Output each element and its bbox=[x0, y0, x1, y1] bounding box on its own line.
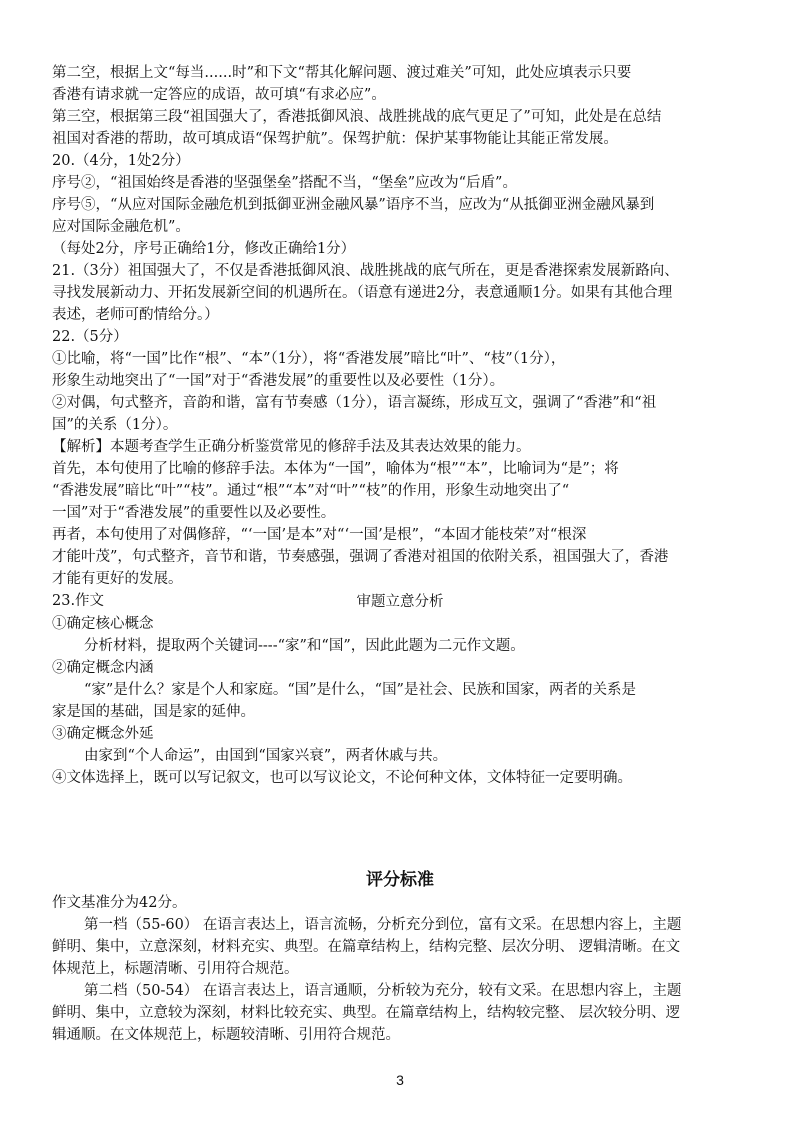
text-line: ③确定概念外延 bbox=[52, 726, 154, 742]
text-line: 第一档（55-60） 在语言表达上，语言流畅，分析充分到位，富有文采。在思想内容上，主题 bbox=[84, 917, 682, 933]
question-number: 20.（4分，1处2分） bbox=[52, 153, 190, 169]
text-line: “家”是什么？家是个人和家庭。“国”是什么，“国”是社会、民族和国家，两者的关系是 bbox=[84, 682, 636, 698]
question-number: 23.作文 bbox=[52, 593, 105, 609]
page-number: 3 bbox=[396, 1072, 404, 1088]
text-line: 应对国际金融危机”。 bbox=[52, 219, 190, 235]
text-line: 第二空，根据上文“每当......时”和下文“帮其化解问题、渡过难关”可知，此处应填表示只要 bbox=[52, 65, 632, 81]
text-line: （每处2分，序号正确给1分，修改正确给1分） bbox=[52, 241, 356, 257]
text-line: “香港发展”暗比“叶”“枝”。通过“根”“本”对“叶”“枝”的作用，形象生动地突出了“ bbox=[52, 483, 570, 499]
text-line: 辑通顺。在文体规范上，标题较清晰、引用符合规范。 bbox=[52, 1027, 400, 1043]
text-line: 序号②，“祖国始终是香港的坚强堡垒”搭配不当，“堡垒”应改为“后盾”。 bbox=[52, 175, 517, 191]
text-line: 才能叶茂”，句式整齐，音节和谐，节奏感强，强调了香港对祖国的依附关系，祖国强大了，香港 bbox=[52, 549, 669, 565]
text-line: ②对偶，句式整齐，音韵和谐，富有节奏感（1分），语言凝练，形成互文，强调了“香港”和“祖 bbox=[52, 395, 657, 411]
text-line: 家是国的基础，国是家的延伸。 bbox=[52, 704, 255, 720]
text-line: 香港有请求就一定答应的成语，故可填“有求必应”。 bbox=[52, 87, 386, 103]
text-line: ④文体选择上，既可以写记叙文，也可以写议论文，不论何种文体，文体特征一定要明确。 bbox=[52, 770, 632, 786]
question-number: 22.（5分） bbox=[52, 329, 128, 345]
text-line: 祖国对香港的帮助，故可填成语“保驾护航”。保驾护航：保护某事物能让其能正常发展。 bbox=[52, 131, 618, 147]
text-line: ②确定概念内涵 bbox=[52, 660, 154, 676]
text-line: 表述，老师可酌情给分。） bbox=[52, 307, 219, 323]
scoring-title: 评分标准 bbox=[366, 870, 434, 890]
text-line: 体规范上，标题清晰、引用符合规范。 bbox=[52, 961, 299, 977]
text-line: 鲜明、集中，立意深刻，材料充实、典型。在篇章结构上，结构完整、层次分明、 逻辑清晰。在文 bbox=[52, 939, 681, 955]
analysis-line: 【解析】本题考查学生正确分析鉴赏常见的修辞手法及其表达效果的能力。 bbox=[52, 439, 531, 455]
section-heading: 审题立意分析 bbox=[356, 594, 444, 610]
text-line: 序号⑤，“从应对国际金融危机到抵御亚洲金融风暴”语序不当，应改为“从抵御亚洲金融风暴到 bbox=[52, 197, 655, 213]
text-line: ①确定核心概念 bbox=[52, 616, 154, 632]
text-line: 分析材料，提取两个关键词----“家”和“国”，因此此题为二元作文题。 bbox=[84, 638, 525, 654]
text-line: 第三空，根据第三段“祖国强大了，香港抵御风浪、战胜挑战的底气更足了”可知，此处是在总结 bbox=[52, 109, 662, 125]
text-line: ①比喻，将“一国”比作“根”、“本”（1分），将“香港发展”暗比“叶”、“枝”（1分）， bbox=[52, 351, 566, 367]
text-line: 第二档（50-54） 在语言表达上，语言通顺，分析较为充分，较有文采。在思想内容上，主题 bbox=[84, 983, 682, 999]
text-line: 21.（3分）祖国强大了，不仅是香港抵御风浪、战胜挑战的底气所在，更是香港探索发展新路向、 bbox=[52, 263, 679, 279]
text-line: 作文基准分为42分。 bbox=[52, 895, 187, 911]
text-line: 一国”对于“香港发展”的重要性以及必要性。 bbox=[52, 505, 336, 521]
text-line: 国”的关系（1分）。 bbox=[52, 417, 178, 433]
text-line: 首先，本句使用了比喻的修辞手法。本体为“一国”，喻体为“根”“本”，比喻词为“是”；将 bbox=[52, 461, 619, 477]
text-line: 形象生动地突出了“一国”对于“香港发展”的重要性以及必要性（1分）。 bbox=[52, 373, 505, 389]
text-line: 再者，本句使用了对偶修辞，“‘一国’是本”对“‘一国’是根”，“本固才能枝荣”对“根深 bbox=[52, 527, 587, 543]
text-line: 鲜明、集中，立意较为深刻，材料比较充实、典型。在篇章结构上，结构较完整、 层次较分明、逻 bbox=[52, 1005, 681, 1021]
text-line: 由家到“个人命运”，由国到“国家兴衰”，两者休戚与共。 bbox=[84, 748, 448, 764]
text-line: 寻找发展新动力、开拓发展新空间的机遇所在。（语意有递进2分，表意通顺1分。如果有其他合理 bbox=[52, 285, 673, 301]
text-line: 才能有更好的发展。 bbox=[52, 571, 183, 587]
